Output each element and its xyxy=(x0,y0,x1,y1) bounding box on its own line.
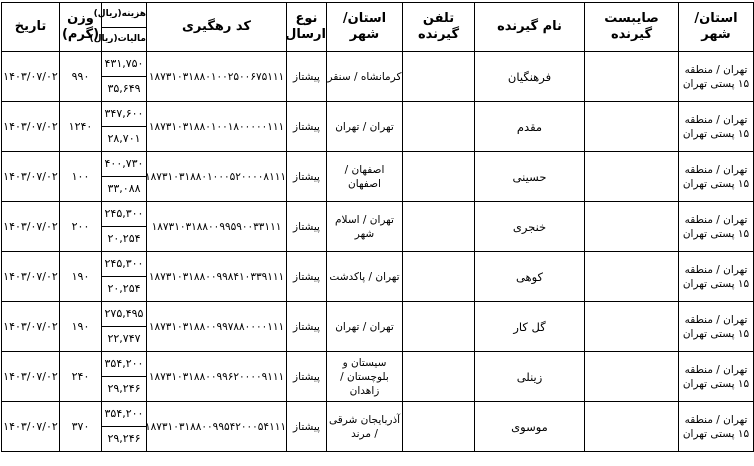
cell-weight: ۲۴۰ xyxy=(60,352,102,402)
cell-receiver-phone xyxy=(403,302,475,352)
cell-destination: تهران / تهران xyxy=(327,102,403,152)
header-receiver-phone: تلفن گیرنده xyxy=(403,3,475,52)
cell-destination: تهران / پاکدشت xyxy=(327,252,403,302)
header-receiver-name: نام گیرنده xyxy=(475,3,585,52)
header-origin: استان/ شهر xyxy=(679,3,754,52)
cell-send-type: پیشتاز xyxy=(287,352,327,402)
header-tracking-code: کد رهگیری xyxy=(147,3,287,52)
cell-destination: تهران / تهران xyxy=(327,302,403,352)
table-row xyxy=(2,52,754,77)
cell-origin: تهران / منطقه ۱۵ پستی تهران xyxy=(679,302,754,352)
cell-website xyxy=(585,202,679,252)
cell-tax: ۲۹,۲۴۶ xyxy=(102,427,147,452)
cell-tax: ۲۸,۷۰۱ xyxy=(102,127,147,152)
cell-website xyxy=(585,152,679,202)
cell-cost: ۳۵۴,۲۰۰ xyxy=(102,352,147,377)
cell-receiver-name: کوهی xyxy=(475,252,585,302)
cell-date: ۱۴۰۳/۰۷/۰۲ xyxy=(2,252,60,302)
cell-receiver-name: موسوی xyxy=(475,402,585,452)
table-row xyxy=(2,402,754,427)
cell-tracking-code: ۱۸۷۳۱۰۳۱۸۸۰۱۰۰۱۸۰۰۰۰۰۱۱۱ xyxy=(147,102,287,152)
header-tax: مالیات(ریال) xyxy=(102,27,147,52)
cell-origin: تهران / منطقه ۱۵ پستی تهران xyxy=(679,202,754,252)
cell-send-type: پیشتاز xyxy=(287,102,327,152)
cell-weight: ۱۲۴۰ xyxy=(60,102,102,152)
cell-website xyxy=(585,402,679,452)
cell-receiver-phone xyxy=(403,152,475,202)
cell-tax: ۲۰,۲۵۴ xyxy=(102,277,147,302)
cell-website xyxy=(585,52,679,102)
table-row xyxy=(2,152,754,177)
cell-tracking-code: ۱۸۷۳۱۰۳۱۸۸۰۰۹۹۸۴۱۰۳۳۹۱۱۱ xyxy=(147,252,287,302)
header-website: صایبست گیرنده xyxy=(585,3,679,52)
cell-tax: ۳۳,۰۸۸ xyxy=(102,177,147,202)
cell-receiver-phone xyxy=(403,252,475,302)
cell-cost: ۳۵۴,۲۰۰ xyxy=(102,402,147,427)
cell-date: ۱۴۰۳/۰۷/۰۲ xyxy=(2,102,60,152)
cell-tracking-code: ۱۸۷۳۱۰۳۱۸۸۰۱۰۰۲۵۰۰۶۷۵۱۱۱ xyxy=(147,52,287,102)
cell-tracking-code: ۱۸۷۳۱۰۳۱۸۸۰۱۰۰۰۵۲۰۰۰۰۸۱۱۱ xyxy=(147,152,287,202)
table-row xyxy=(2,352,754,377)
cell-tracking-code: ۱۸۷۳۱۰۳۱۸۸۰۰۹۹۵۹۰۰۳۳۱۱۱ xyxy=(147,202,287,252)
cell-cost: ۲۴۵,۳۰۰ xyxy=(102,202,147,227)
cell-send-type: پیشتاز xyxy=(287,202,327,252)
cell-destination: آذربایجان شرقی / مرند xyxy=(327,402,403,452)
cell-origin: تهران / منطقه ۱۵ پستی تهران xyxy=(679,352,754,402)
cell-destination: اصفهان / اصفهان xyxy=(327,152,403,202)
header-weight: وزن (گرم) xyxy=(60,3,102,52)
header-destination: استان/ شهر xyxy=(327,3,403,52)
cell-tracking-code: ۱۸۷۳۱۰۳۱۸۸۰۰۹۹۵۴۲۰۰۰۵۴۱۱۱ xyxy=(147,402,287,452)
cell-cost: ۴۰۰,۷۳۰ xyxy=(102,152,147,177)
header-row xyxy=(2,3,754,28)
header-cost: هزینه(ریال) xyxy=(102,3,147,28)
cell-website xyxy=(585,102,679,152)
cell-weight: ۱۰۰ xyxy=(60,152,102,202)
cell-tax: ۲۹,۲۴۶ xyxy=(102,377,147,402)
cell-send-type: پیشتاز xyxy=(287,252,327,302)
cell-receiver-phone xyxy=(403,52,475,102)
cell-cost: ۴۳۱,۷۵۰ xyxy=(102,52,147,77)
cell-tracking-code: ۱۸۷۳۱۰۳۱۸۸۰۰۹۹۶۲۰۰۰۰۹۱۱۱ xyxy=(147,352,287,402)
cell-receiver-name: خنجری xyxy=(475,202,585,252)
cell-receiver-name: مقدم xyxy=(475,102,585,152)
cell-send-type: پیشتاز xyxy=(287,152,327,202)
cell-website xyxy=(585,252,679,302)
table-row xyxy=(2,102,754,127)
cell-receiver-phone xyxy=(403,102,475,152)
cell-date: ۱۴۰۳/۰۷/۰۲ xyxy=(2,202,60,252)
cell-tax: ۲۲,۷۴۷ xyxy=(102,327,147,352)
cell-date: ۱۴۰۳/۰۷/۰۲ xyxy=(2,302,60,352)
cell-send-type: پیشتاز xyxy=(287,302,327,352)
cell-receiver-name: زینلی xyxy=(475,352,585,402)
cell-origin: تهران / منطقه ۱۵ پستی تهران xyxy=(679,402,754,452)
cell-receiver-name: فرهنگیان xyxy=(475,52,585,102)
cell-origin: تهران / منطقه ۱۵ پستی تهران xyxy=(679,52,754,102)
header-date: تاریخ xyxy=(2,3,60,52)
cell-tracking-code: ۱۸۷۳۱۰۳۱۸۸۰۰۹۹۷۸۸۰۰۰۰۱۱۱ xyxy=(147,302,287,352)
cell-weight: ۳۷۰ xyxy=(60,402,102,452)
cell-cost: ۲۷۵,۴۹۵ xyxy=(102,302,147,327)
cell-origin: تهران / منطقه ۱۵ پستی تهران xyxy=(679,102,754,152)
cell-cost: ۳۴۷,۶۰۰ xyxy=(102,102,147,127)
cell-website xyxy=(585,302,679,352)
cell-weight: ۹۹۰ xyxy=(60,52,102,102)
table-body xyxy=(2,52,754,452)
header-send-type: نوع ارسال xyxy=(287,3,327,52)
cell-receiver-name: حسینی xyxy=(475,152,585,202)
cell-date: ۱۴۰۳/۰۷/۰۲ xyxy=(2,52,60,102)
cell-origin: تهران / منطقه ۱۵ پستی تهران xyxy=(679,152,754,202)
cell-tax: ۳۵,۶۴۹ xyxy=(102,77,147,102)
table-row xyxy=(2,202,754,227)
cell-date: ۱۴۰۳/۰۷/۰۲ xyxy=(2,352,60,402)
cell-weight: ۲۰۰ xyxy=(60,202,102,252)
shipments-table xyxy=(1,2,754,452)
cell-receiver-phone xyxy=(403,202,475,252)
cell-website xyxy=(585,352,679,402)
table-row xyxy=(2,252,754,277)
cell-weight: ۱۹۰ xyxy=(60,302,102,352)
cell-send-type: پیشتاز xyxy=(287,402,327,452)
cell-date: ۱۴۰۳/۰۷/۰۲ xyxy=(2,152,60,202)
cell-destination: سیستان و بلوچستان / زاهدان xyxy=(327,352,403,402)
cell-send-type: پیشتاز xyxy=(287,52,327,102)
cell-receiver-name: گل کار xyxy=(475,302,585,352)
cell-tax: ۲۰,۲۵۴ xyxy=(102,227,147,252)
cell-date: ۱۴۰۳/۰۷/۰۲ xyxy=(2,402,60,452)
cell-receiver-phone xyxy=(403,402,475,452)
table-row xyxy=(2,302,754,327)
cell-weight: ۱۹۰ xyxy=(60,252,102,302)
cell-origin: تهران / منطقه ۱۵ پستی تهران xyxy=(679,252,754,302)
cell-cost: ۲۴۵,۳۰۰ xyxy=(102,252,147,277)
cell-destination: تهران / اسلام شهر xyxy=(327,202,403,252)
cell-destination: کرمانشاه / سنقر xyxy=(327,52,403,102)
cell-receiver-phone xyxy=(403,352,475,402)
